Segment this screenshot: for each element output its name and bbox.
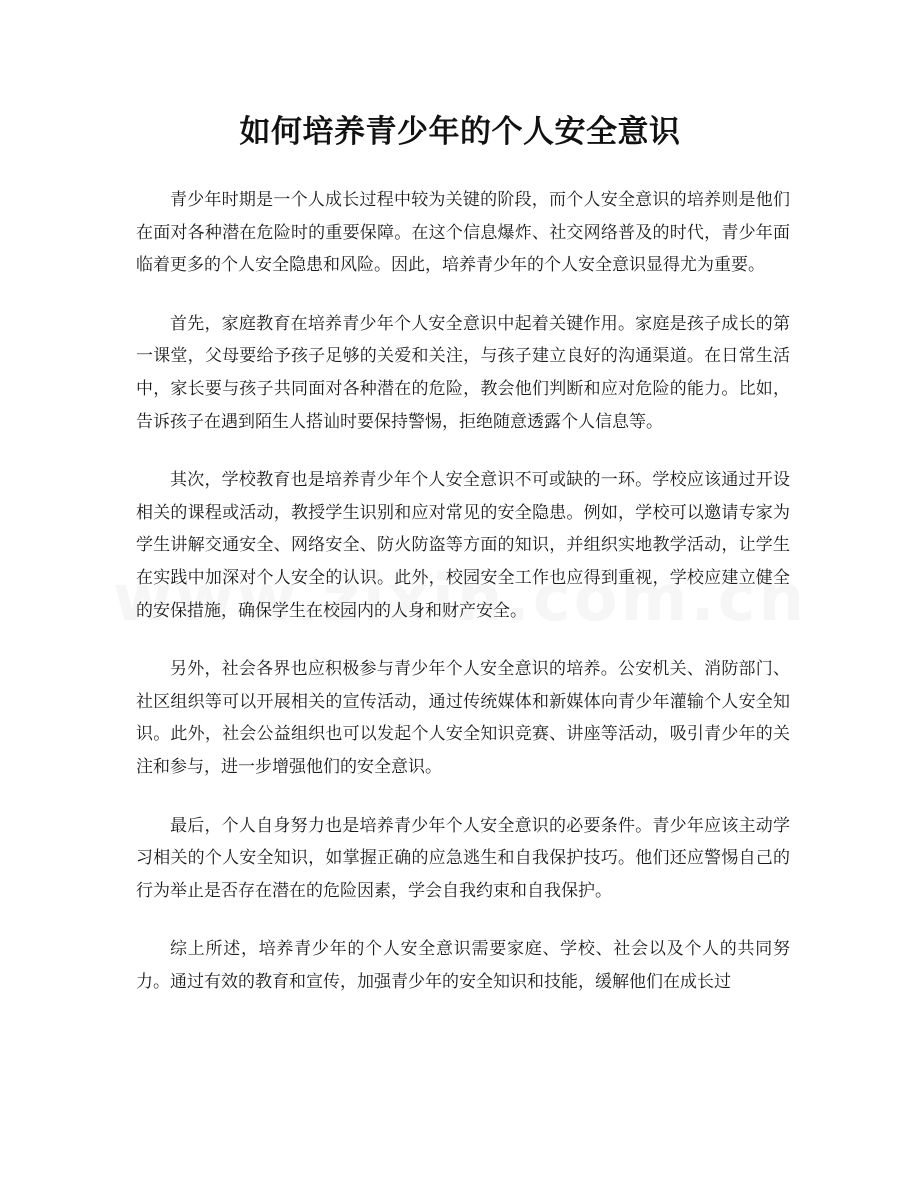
paragraph-intro: 青少年时期是一个人成长过程中较为关键的阶段，而个人安全意识的培养则是他们在面对各种潜在危险时的重要保障。在这个信息爆炸、社交网络普及的时代，青少年面临着更多的个人安全隐患和风险。因此，培养青少年的个人安全意识显得尤为重要。 xyxy=(136,190,790,276)
paragraph-family: 首先，家庭教育在培养青少年个人安全意识中起着关键作用。家庭是孩子成长的第一课堂，父母要给予孩子足够的关爱和关注，与孩子建立良好的沟通渠道。在日常生活中，家长要与孩子共同面对各种潜在的危险，教会他们判断和应对危险的能力。比如，告诉孩子在遇到陌生人搭讪时要保持警惕，拒绝随意透露个人信息等。 xyxy=(136,313,790,432)
document-title: 如何培养青少年的个人安全意识 xyxy=(239,114,681,150)
paragraph-individual: 最后，个人自身努力也是培养青少年个人安全意识的必要条件。青少年应该主动学习相关的个人安全知识，如掌握正确的应急逃生和自我保护技巧。他们还应警惕自己的行为举止是否存在潜在的危险因素，学会自我约束和自我保护。 xyxy=(136,815,790,901)
paragraph-conclusion: 综上所述，培养青少年的个人安全意识需要家庭、学校、社会以及个人的共同努力。通过有效的教育和宣传，加强青少年的安全知识和技能，缓解他们在成长过 xyxy=(136,939,790,992)
paragraph-society: 另外，社会各界也应积极参与青少年个人安全意识的培养。公安机关、消防部门、社区组织等可以开展相关的宣传活动，通过传统媒体和新媒体向青少年灌输个人安全知识。此外，社会公益组织也可以发起个人安全知识竞赛、讲座等活动，吸引青少年的关注和参与，进一步增强他们的安全意识。 xyxy=(136,659,790,777)
paragraph-school: 其次，学校教育也是培养青少年个人安全意识不可或缺的一环。学校应该通过开设相关的课程或活动，教授学生识别和应对常见的安全隐患。例如，学校可以邀请专家为学生讲解交通安全、网络安全、防火防盗等方面的知识，并组织实地教学活动，让学生在实践中加深对个人安全的认识。此外，校园安全工作也应得到重视，学校应建立健全的安保措施，确保学生在校园内的人身和财产安全。 xyxy=(136,470,790,621)
document-body xyxy=(136,184,790,1024)
